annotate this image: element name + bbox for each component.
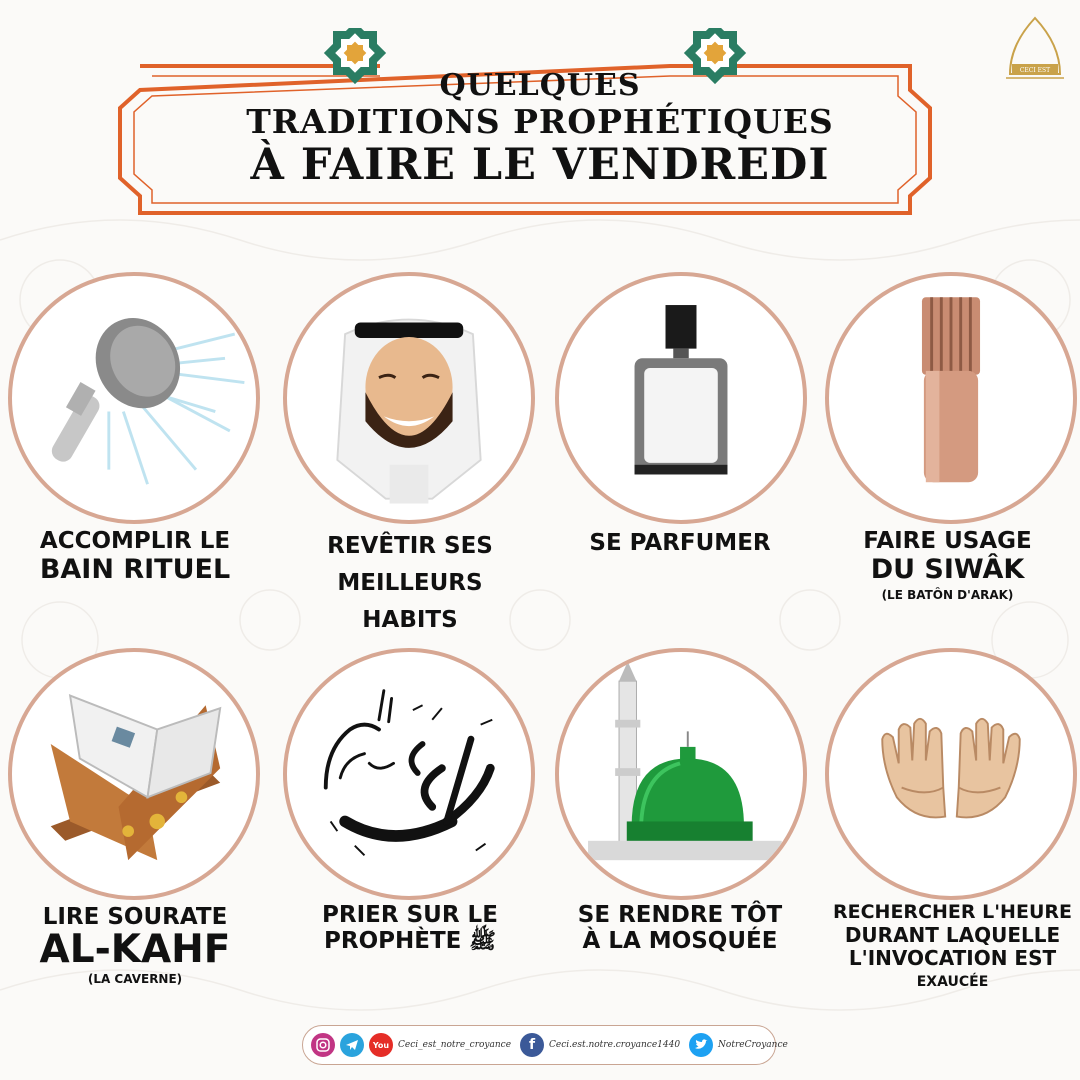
circle-bain-rituel	[8, 272, 260, 524]
label-siwak: FAIRE USAGE DU SIWÂK (LE BATÔN D'ARAK)	[863, 528, 1032, 603]
label-prier-prophete: PRIER SUR LE PROPHÈTE ﷺ	[322, 902, 498, 955]
circle-mosquee	[555, 648, 807, 900]
handle-instagram-telegram-youtube[interactable]: Ceci_est_notre_croyance	[398, 1040, 512, 1050]
circle-meilleurs-habits	[283, 272, 535, 524]
label-mosquee: SE RENDRE TÔT À LA MOSQUÉE	[577, 902, 783, 955]
youtube-icon[interactable]: You	[369, 1033, 393, 1057]
circle-al-kahf	[8, 648, 260, 900]
circle-se-parfumer	[555, 272, 807, 524]
label-invocation: RECHERCHER L'HEURE DURANT LAQUELLE L'INVOCATION EST EXAUCÉE	[833, 901, 1072, 990]
muhammad-calligraphy-icon	[287, 652, 531, 896]
pbuh-glyph: ﷺ	[469, 929, 496, 955]
hands-in-prayer-icon	[829, 652, 1073, 896]
perfume-bottle-icon	[559, 276, 803, 520]
twitter-icon[interactable]	[689, 1033, 713, 1057]
facebook-icon[interactable]: f	[520, 1033, 544, 1057]
label-se-parfumer: SE PARFUMER	[589, 530, 771, 556]
shower-head-icon	[12, 276, 256, 520]
instagram-icon[interactable]	[311, 1033, 335, 1057]
handle-facebook[interactable]: Ceci.est.notre.croyance1440	[549, 1040, 681, 1050]
man-in-keffiyeh-icon	[287, 276, 531, 520]
handle-twitter[interactable]: NotreCroyance	[718, 1040, 788, 1050]
telegram-icon[interactable]	[340, 1033, 364, 1057]
circle-siwak	[825, 272, 1077, 524]
title-line-2: TRADITIONS PROPHÉTIQUES	[246, 102, 834, 141]
quran-on-stand-icon	[12, 652, 256, 896]
label-meilleurs-habits: REVÊTIR SES MEILLEURS HABITS	[327, 533, 493, 633]
siwak-stick-icon	[829, 276, 1073, 520]
title-line-3: À FAIRE LE VENDREDI	[250, 140, 830, 190]
circle-invocation	[825, 648, 1077, 900]
dome-logo-icon	[1000, 14, 1070, 94]
label-prier-prophete-line2: PROPHÈTE	[324, 928, 462, 955]
social-footer	[302, 1025, 788, 1065]
title-line-1: QUELQUES	[439, 68, 641, 103]
label-al-kahf: LIRE SOURATE AL-KAHF (LA CAVERNE)	[39, 904, 231, 987]
label-bain-rituel: ACCOMPLIR LE BAIN RITUEL	[39, 528, 231, 586]
circle-prier-prophete	[283, 648, 535, 900]
svg-text:CECI EST: CECI EST	[1019, 67, 1051, 74]
green-dome-mosque-icon	[559, 652, 803, 896]
